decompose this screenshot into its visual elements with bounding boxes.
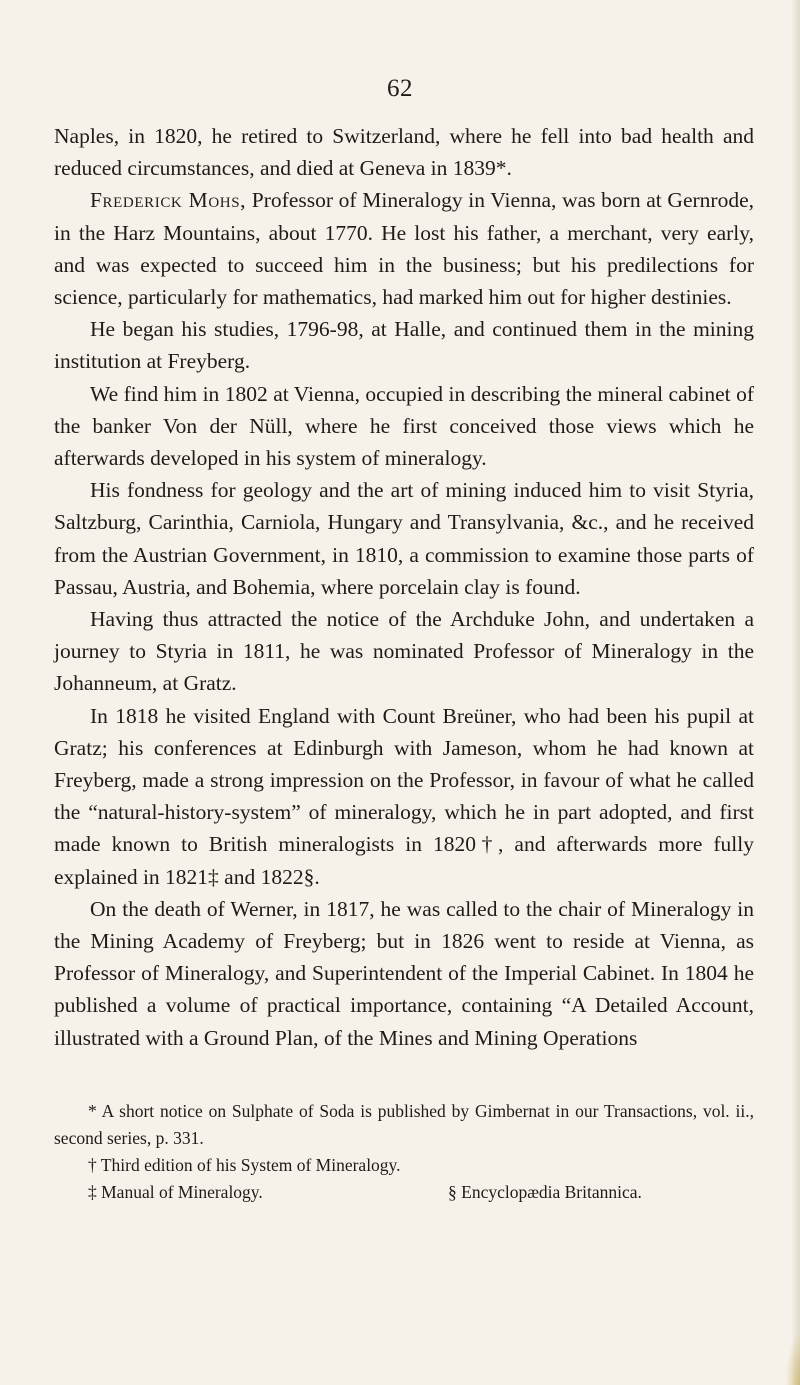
footnote-row [54, 1179, 754, 1206]
paragraph-england: In 1818 he visited England with Count Breüner, who had been his pupil at Gratz; his conferences at Edinburgh with Jameson, whom he had known at Freyberg, made a strong impression on the Professor, in favour of what he called the “natural-history-system” of mineralogy, which he in part adopted, and first made known to British mineralogists in 1820†, and afterwards more fully explained in 1821‡ and 1822§. [54, 703, 754, 889]
footnote-dagger: † Third edition of his System of Mineralogy. [88, 1155, 401, 1175]
footnote-asterisk: * A short notice on Sulphate of Soda is published by Gimbernat in our Transactions, vol. ii., second series, p. 331. [54, 1101, 754, 1148]
page-number: 62 [387, 75, 413, 102]
page-edge [791, 0, 800, 1385]
subject-name: Frederick Mohs, [90, 188, 247, 213]
page-edge-stain [786, 1335, 800, 1385]
paragraph-geology: His fondness for geology and the art of mining induced him to visit Styria, Saltzburg, Carinthia, Carniola, Hungary and Transylvania, &c., and he received from the Austrian Government, in 1810, a commission to examine those parts of Passau, Austria, and Bohemia, where porcelain clay is found. [54, 478, 754, 599]
paragraph-studies: He began his studies, 1796-98, at Halle, and continued them in the mining institution at Freyberg. [54, 317, 754, 374]
body-text [54, 120, 754, 1054]
paragraph-werner: On the death of Werner, in 1817, he was called to the chair of Mineralogy in the Mining Academy of Freyberg; but in 1826 went to reside at Vienna, as Professor of Mineralogy, and Superintendent of the Imperial Cabinet. In 1804 he published a volume of practical importance, containing “A Detailed Account, illustrated with a Ground Plan, of the Mines and Mining Operations [54, 896, 754, 1050]
footnote-double-dagger: ‡ Manual of Mineralogy. [88, 1182, 263, 1202]
paragraph-mohs-intro [54, 184, 754, 313]
paragraph-archduke: Having thus attracted the notice of the Archduke John, and undertaken a journey to Styria in 1811, he was nominated Professor of Mineralogy in the Johanneum, at Gratz. [54, 607, 754, 696]
paragraph-mohs-intro-text: Professor of Mineralogy in Vienna, was born at Gernrode, in the Harz Mountains, about 1770. He lost his father, a merchant, very early, and was expected to succeed him in the business; but his predilections for science, particularly for mathematics, had marked him out for higher destinies. [54, 188, 754, 310]
footnotes [54, 1098, 754, 1206]
footnote-section: § Encyclopædia Britannica. [448, 1182, 642, 1202]
paragraph-naples: Naples, in 1820, he retired to Switzerland, where he fell into bad health and reduced circumstances, and died at Geneva in 1839*. [54, 124, 754, 181]
paragraph-vienna: We find him in 1802 at Vienna, occupied in describing the mineral cabinet of the banker Von der Nüll, where he first conceived those views which he afterwards developed in his system of mineralogy. [54, 381, 754, 471]
